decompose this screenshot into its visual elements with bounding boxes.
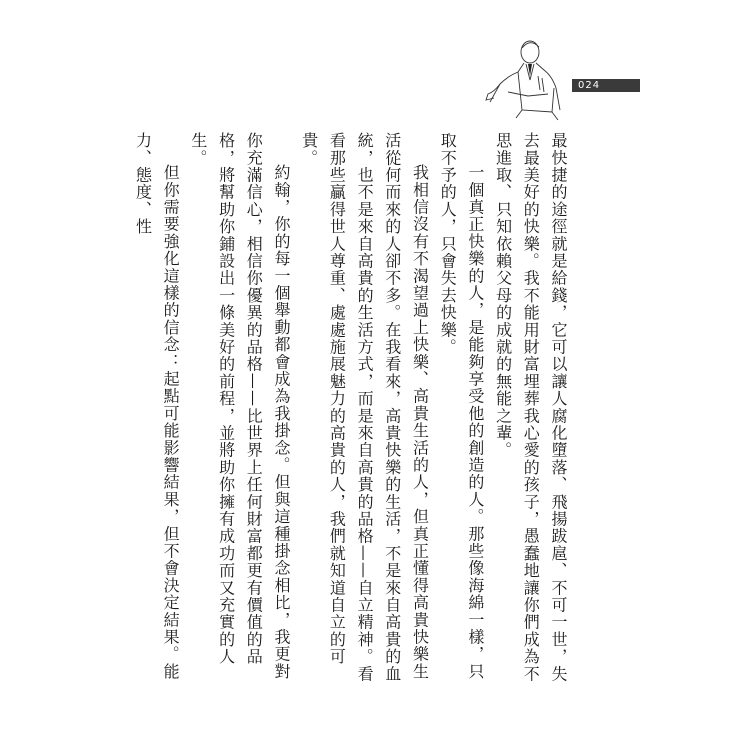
paragraph: 約翰，你的每一個舉動都會成為我掛念。但與這種掛念相比，我更對你充滿信心，相信你優異的品格——比世界上任何財富都更有價值的品格，將幫助你鋪設出一條美好的前程，並將助你擁有成功而又充實的人生。 [188,132,291,680]
page-number: 024 [578,80,601,91]
paragraph: 但你需要強化這樣的信念：起點可能影響結果，但不會決定結果。能力、態度、性 [133,132,181,680]
page-number-bar [572,79,640,92]
portrait-illustration [478,32,568,122]
body-text [133,132,572,692]
paragraph: 一個真正快樂的人，是能夠享受他的創造的人。那些像海綿一樣，只取不予的人，只會失去快樂。 [438,132,485,680]
paragraph: 最快捷的途徑就是給錢，它可以讓人腐化墮落、飛揚跋扈、不可一世，失去最美好的快樂。我不能用財富埋葬我心愛的孩子，愚蠢地讓你們成為不思進取、只知依賴父母的成就的無能之輩。 [493,132,568,683]
paragraph: 我相信沒有不渴望過上快樂、高貴生活的人，但真正懂得高貴快樂生活從何而來的人卻不多。在我看來，高貴快樂的生活，不是來自高貴的血統，也不是來自高貴的生活方式，而是來自高貴的品格——自立精神。看看那些贏得世人尊重、處處施展魅力的高貴的人，我們就知道自立的可貴。 [299,132,430,683]
